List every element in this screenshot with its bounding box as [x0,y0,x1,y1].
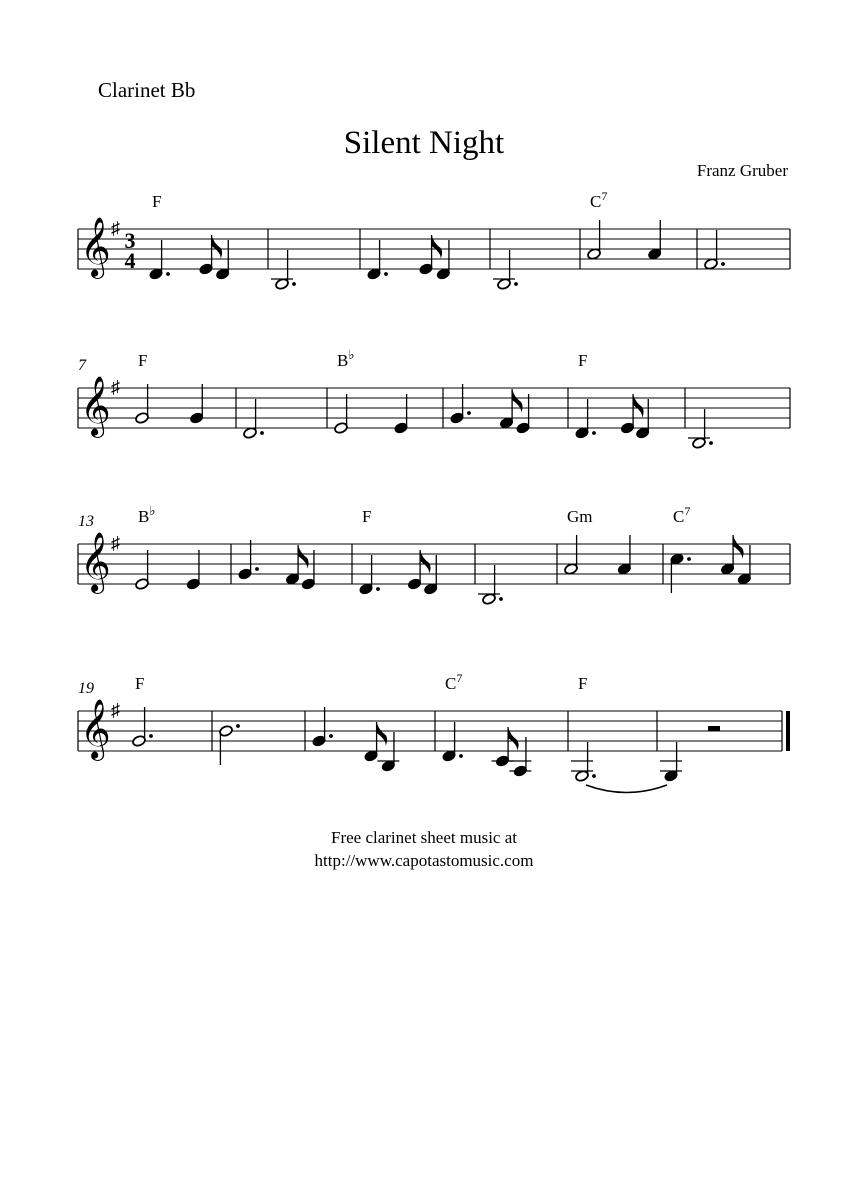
footer-line-1: Free clarinet sheet music at [331,828,517,847]
footer-line-2: http://www.capotastomusic.com [314,851,534,870]
treble-clef-icon: 𝄞 [80,534,111,591]
augmentation-dot [709,441,713,445]
final-barline-thick [786,711,790,751]
key-signature-sharp-icon: ♯ [111,377,120,397]
measure-number: 13 [78,513,94,530]
measure-number: 19 [78,680,94,697]
augmentation-dot [592,431,596,435]
chord-symbol: $C^7$ [590,189,608,211]
key-signature-sharp-icon: ♯ [111,218,120,238]
augmentation-dot [384,272,388,276]
chord-symbol: $C^7$ [445,671,463,693]
eighth-flag-icon [512,389,523,413]
instrument-name: Clarinet Bb [98,78,196,102]
augmentation-dot [592,774,596,778]
chord-symbol: F [135,674,145,693]
augmentation-dot [499,597,503,601]
time-signature-bottom: 4 [124,248,136,273]
augmentation-dot [255,567,259,571]
key-signature-sharp-icon: ♯ [111,533,120,553]
chord-symbol: F [152,192,162,211]
footer-credit [0,826,848,872]
measure-number: 7 [78,357,86,374]
augmentation-dot [687,557,691,561]
eighth-flag-icon [733,535,744,559]
tie-arc [586,785,667,793]
augmentation-dot [260,431,264,435]
chord-symbol: Gm [567,507,593,526]
treble-clef-icon: 𝄞 [80,378,111,435]
key-signature-sharp-icon: ♯ [111,700,120,720]
treble-clef-icon: 𝄞 [80,701,111,758]
chord-symbol: B♭ [337,348,355,370]
augmentation-dot [514,282,518,286]
chord-symbol: B♭ [138,504,156,526]
chord-symbol: $C^7$ [673,504,691,526]
augmentation-dot [166,272,170,276]
eighth-flag-icon [377,722,388,746]
chord-symbol: F [578,351,588,370]
augmentation-dot [721,262,725,266]
augmentation-dot [329,734,333,738]
augmentation-dot [149,734,153,738]
augmentation-dot [376,587,380,591]
half-rest-icon [708,726,720,731]
chord-symbol: F [578,674,588,693]
eighth-flag-icon [298,545,309,569]
treble-clef-icon: 𝄞 [80,219,111,276]
song-title: Silent Night [343,125,505,161]
augmentation-dot [236,724,240,728]
chord-symbol: F [362,507,372,526]
chord-symbol: F [138,351,148,370]
composer-name: Franz Gruber [696,161,788,180]
augmentation-dot [467,411,471,415]
augmentation-dot [292,282,296,286]
augmentation-dot [459,754,463,758]
time-signature-top: 3 [124,228,136,253]
